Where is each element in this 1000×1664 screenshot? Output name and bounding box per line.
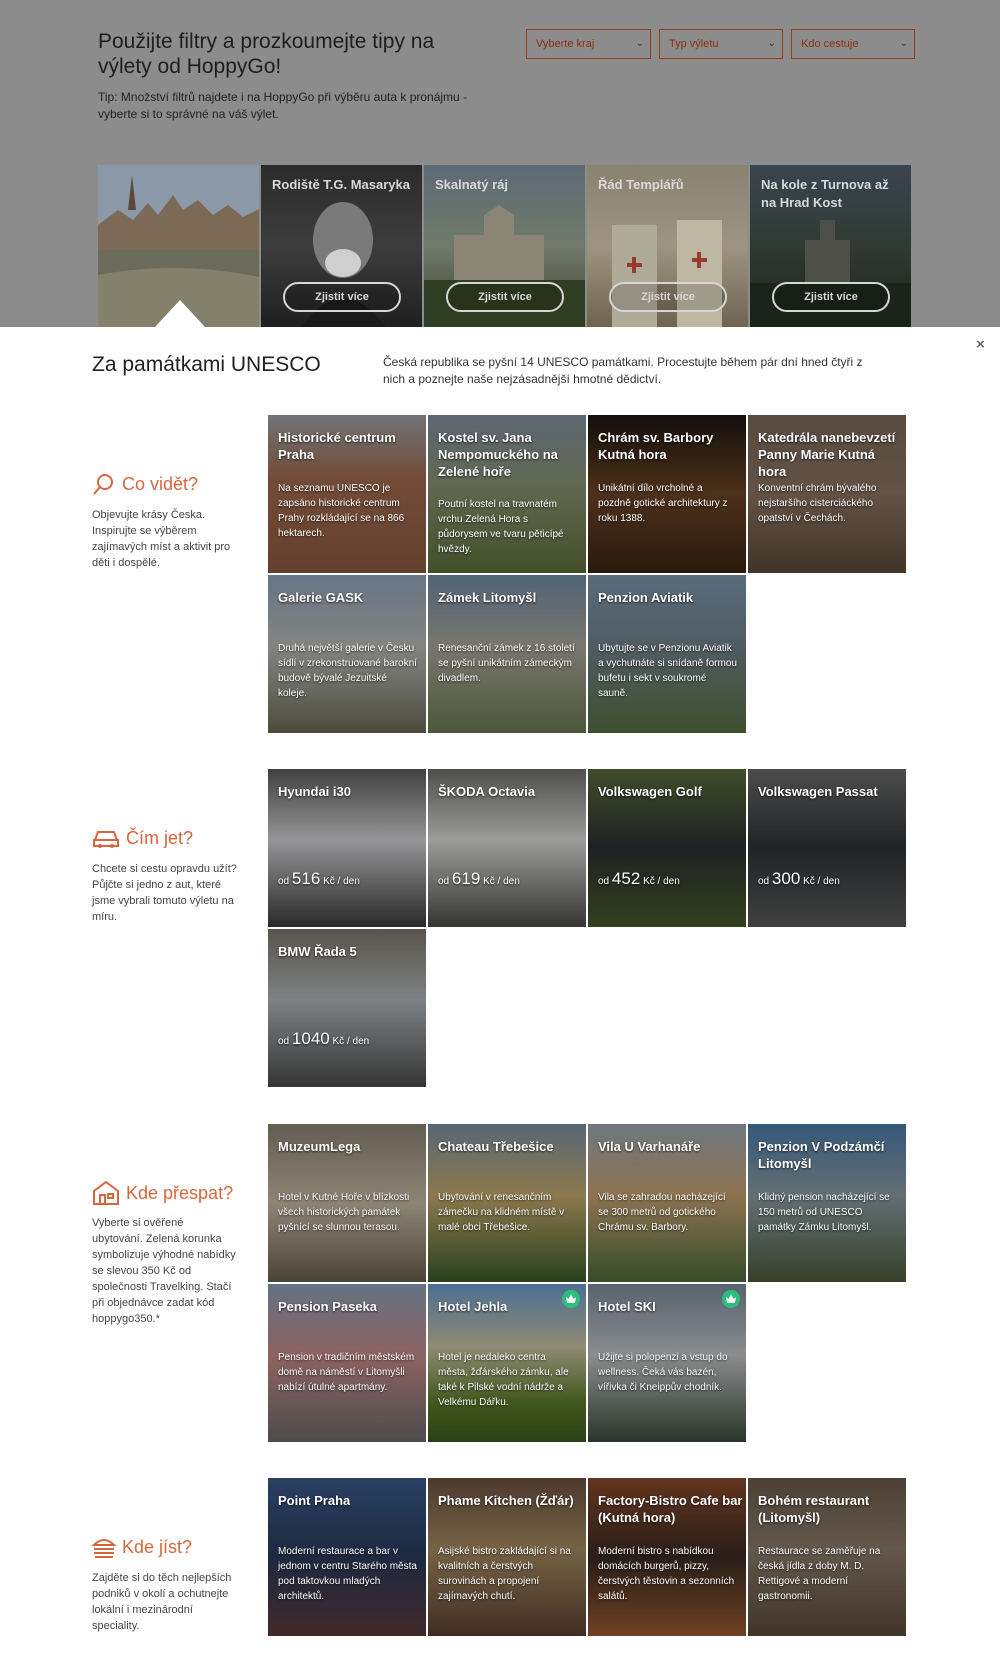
card-title: Zámek Litomyšl (438, 590, 537, 605)
eat-section-heading (92, 1535, 192, 1559)
car-card[interactable] (268, 769, 426, 927)
restaurant-card[interactable] (588, 1478, 746, 1636)
chevron-down-icon: ⌄ (635, 38, 644, 49)
trip-name: Rodiště T.G. Masaryka (272, 177, 410, 192)
card-text: Ubytování v renesančním zámečku na klidném místě v malé obci Třebešice. (438, 1192, 565, 1233)
page-title: Použijte filtry a prozkoumejte tipy na výlety od HoppyGo! (98, 30, 435, 78)
trip-card-cesky-raj[interactable] (424, 165, 585, 327)
sleep-section-heading (92, 1180, 233, 1206)
trip-type-select[interactable] (659, 29, 783, 59)
card-text: Hotel je nedaleko centra města, žďárského zámku, ale také k Pilské vodní nádrže a Velkému Dářku. (438, 1352, 569, 1408)
trip-type-select-label: Typ výletu (669, 38, 719, 50)
learn-more-button[interactable]: Zjistit více (446, 282, 564, 312)
card-title: Penzion Aviatik (598, 590, 694, 605)
see-card[interactable] (588, 415, 746, 573)
trip-card-templars[interactable] (587, 165, 748, 327)
chevron-down-icon: ⌄ (767, 38, 776, 49)
trip-card-masaryk[interactable] (261, 165, 422, 327)
traveler-select-label: Kdo cestuje (801, 38, 859, 50)
car-name: Hyundai i30 (278, 784, 351, 799)
sleep-section-title: Kde přespat? (126, 1182, 234, 1203)
learn-more-button[interactable]: Zjistit více (609, 282, 727, 312)
see-card[interactable] (428, 575, 586, 733)
card-text: Hotel v Kutné Hoře v blízkosti všech historických památek pyšnící se slunnou terasou. (278, 1192, 410, 1233)
card-title: Kostel sv. Jana Nempomuckého na Zelené hoře (438, 430, 558, 479)
card-text: Poutní kostel na travnatém vrchu Zelená Hora s půdorysem ve tvaru pěticípé hvězdy. (438, 499, 564, 555)
see-section-description: Objevujte krásy Česka. Inspirujte se výběrem zajímavých míst a aktivit pro děti i dospělé. (92, 509, 231, 569)
accommodation-card[interactable] (588, 1284, 746, 1442)
car-name: ŠKODA Octavia (438, 784, 536, 799)
card-text: Unikátní dílo vrcholné a pozdně gotické architektury z roku 1388. (598, 483, 728, 524)
car-price: od 452 Kč / den (598, 869, 680, 888)
restaurant-card[interactable] (428, 1478, 586, 1636)
search-icon (92, 472, 116, 496)
learn-more-button[interactable]: Zjistit více (772, 282, 890, 312)
restaurant-card[interactable] (748, 1478, 906, 1636)
see-card[interactable] (428, 415, 586, 573)
car-icon (92, 826, 120, 850)
card-title: Bohém restaurant (Litomyšl) (758, 1493, 870, 1525)
drive-section-description: Chcete si cestu opravdu užít? Půjčte si jedno z aut, které jsme vybrali tomuto výletu na míru. (92, 863, 237, 923)
car-price: od 619 Kč / den (438, 869, 520, 888)
card-title: Galerie GASK (278, 590, 364, 605)
card-title: Historické centrum Praha (278, 430, 396, 462)
region-select[interactable] (526, 29, 651, 59)
card-title: Pension Paseka (278, 1299, 377, 1314)
card-title: Chrám sv. Barbory Kutná hora (598, 430, 714, 462)
accommodation-card[interactable] (428, 1284, 586, 1442)
drive-section-title: Čím jet? (126, 827, 194, 848)
card-text: Druhá největší galerie v Česku sídlí v zrekonstruované barokní budově bývalé Jezuitské koleje. (278, 643, 417, 699)
car-price: od 516 Kč / den (278, 869, 360, 888)
card-text: Ubytujte se v Penzionu Aviatik a vychutnáte si snídaně formou bufetu i sekt v soukromé sauně. (598, 643, 737, 699)
drive-section-heading (92, 826, 193, 850)
car-price: od 300 Kč / den (758, 869, 840, 888)
panel-description: Česká republika se pyšní 14 UNESCO památkami. Procestujte během pár dní hned čtyři z nich a poznejte naše nejzásadnější hmotné dědictví. (383, 355, 863, 386)
car-card[interactable] (428, 769, 586, 927)
card-title: MuzeumLega (278, 1139, 361, 1154)
filter-header (0, 0, 1000, 327)
car-name: Volkswagen Passat (758, 784, 878, 799)
accommodation-card[interactable] (268, 1124, 426, 1282)
filter-tip: Tip: Množství filtrů najdete i na HoppyGo při výběru auta k pronájmu - vyberte si to správné na váš výlet. (98, 90, 468, 121)
card-title: Hotel SKI (598, 1299, 656, 1314)
car-price: od 1040 Kč / den (278, 1029, 370, 1048)
trip-name: Skalnatý ráj (435, 177, 508, 192)
see-section-heading (92, 472, 198, 496)
house-icon (92, 1180, 120, 1206)
card-title: Chateau Třebešice (438, 1139, 554, 1154)
sleep-section-description: Vyberte si ověřené ubytování. Zelená korunka symbolizuje výhodné nabídky se slevou 350 Kč od společnosti Travelking. Stačí při objednávce zadat kód hoppygo350.* (92, 1217, 236, 1325)
card-text: Restaurace se zaměřuje na česká jídla z doby M. D. Rettigové a moderní gastronomii. (758, 1546, 881, 1602)
accommodation-card[interactable] (428, 1124, 586, 1282)
car-name: Volkswagen Golf (598, 784, 702, 799)
accommodation-card[interactable] (588, 1124, 746, 1282)
card-text: Na seznamu UNESCO je zapsáno historické centrum Prahy rozkládající se na 866 hektarech. (278, 483, 405, 539)
restaurant-card[interactable] (268, 1478, 426, 1636)
card-text: Asijské bistro zakládající si na kvalitních a čerstvých surovinách a propojení zajímavých chutí. (438, 1546, 571, 1602)
card-title: Katedrála nanebevzetí Panny Marie Kutná hora (758, 430, 896, 479)
trip-carousel (98, 165, 914, 327)
card-text: Renesanční zámek z 16.století se pyšní unikátním zámeckým divadlem. (438, 643, 575, 684)
card-text: Klidný pension nacházející se 150 metrů od UNESCO památky Zámku Litomyšl. (758, 1192, 890, 1233)
card-text: Pension v tradičním městském domě na náměstí v Litomyšli nabízí útulné apartmány. (278, 1352, 415, 1393)
trip-name: Na kole z Turnova až na Hrad Kost (761, 177, 889, 210)
card-title: Point Praha (278, 1493, 351, 1508)
card-title: Phame Kitchen (Žďár) (438, 1493, 574, 1508)
card-title: Factory-Bistro Cafe bar (Kutná hora) (598, 1493, 743, 1525)
see-card[interactable] (588, 575, 746, 733)
region-select-label: Vyberte kraj (536, 38, 595, 50)
accommodation-card[interactable] (268, 1284, 426, 1442)
trip-card-kost[interactable] (750, 165, 911, 327)
burger-icon (92, 1535, 116, 1559)
card-title: Penzion V Podzámčí Litomyšl (758, 1139, 885, 1171)
learn-more-button[interactable]: Zjistit více (283, 282, 401, 312)
see-card[interactable] (268, 415, 426, 573)
eat-section-description: Zajděte si do těch nejlepších podniků v okolí a ochutnejte lokální i mezinárodní speciality. (92, 1572, 232, 1632)
card-title: Hotel Jehla (438, 1299, 508, 1314)
car-card[interactable] (268, 929, 426, 1087)
card-text: Moderní bistro s nabídkou domácích burgerů, pizzy, čerstvých těstovin a sezonních salátů. (598, 1546, 735, 1602)
traveler-select[interactable] (791, 29, 915, 59)
see-card[interactable] (268, 575, 426, 733)
accommodation-card[interactable] (748, 1124, 906, 1282)
card-text: Konventní chrám bývalého nejstaršího cisterciáckého opatství v Čechách. (758, 483, 877, 524)
car-card[interactable] (588, 769, 746, 927)
see-card[interactable] (748, 415, 906, 573)
see-section-title: Co vidět? (122, 473, 199, 494)
card-text: Vila se zahradou nacházející se 300 metrů od gotického Chrámu sv. Barbory. (598, 1192, 726, 1233)
card-text: Moderní restaurace a bar v jednom v centru Starého města pod taktovkou mladých architektů. (278, 1546, 417, 1602)
selected-trip-pointer (155, 300, 205, 327)
trip-name: Řád Templářů (598, 177, 684, 192)
card-text: Užijte si polopenzi a vstup do wellness. Čeká vás bazén, vířivka či Kneippův chodník. (598, 1352, 728, 1393)
close-icon[interactable]: × (976, 336, 985, 353)
car-card[interactable] (748, 769, 906, 927)
card-title: Vila U Varhanáře (598, 1139, 701, 1154)
car-name: BMW Řada 5 (278, 944, 357, 959)
eat-section-title: Kde jíst? (122, 1536, 193, 1557)
chevron-down-icon: ⌄ (899, 38, 908, 49)
panel-title: Za památkami UNESCO (92, 353, 321, 376)
